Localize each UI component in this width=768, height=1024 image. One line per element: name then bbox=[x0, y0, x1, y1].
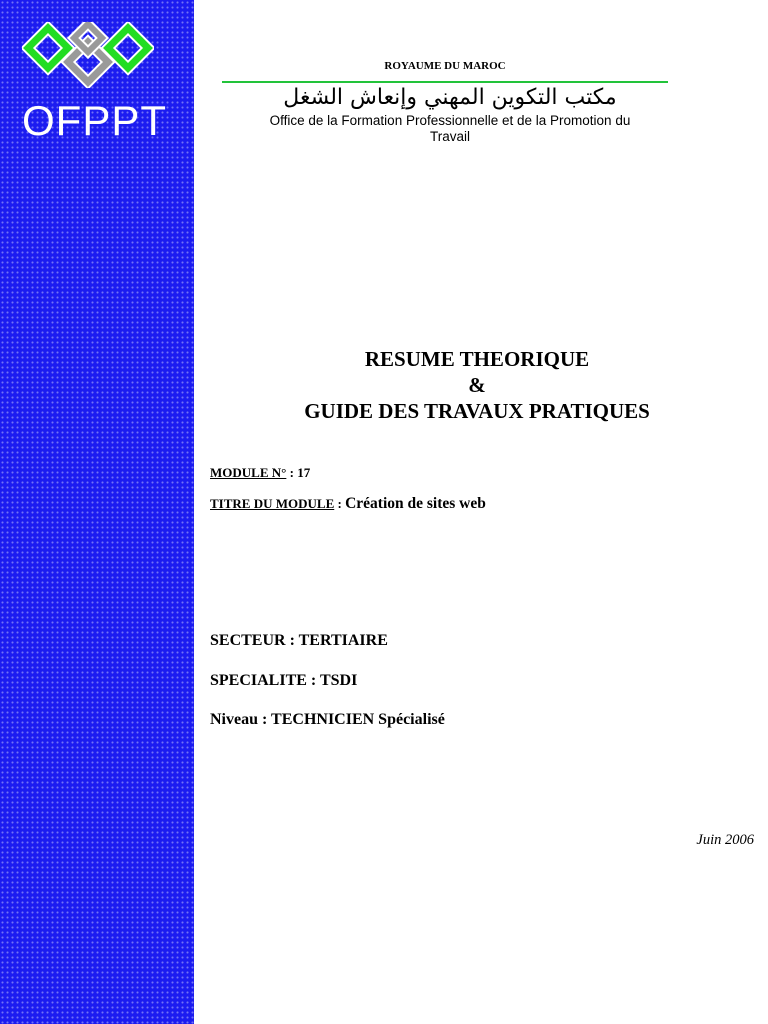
office-name-line1: Office de la Formation Professionnelle et de la Promotion du bbox=[269, 113, 631, 128]
blue-sidebar bbox=[0, 0, 194, 1024]
green-divider bbox=[222, 81, 668, 83]
module-number bbox=[210, 465, 310, 481]
office-name-line2: Travail bbox=[429, 129, 470, 144]
module-title bbox=[210, 495, 486, 513]
document-title bbox=[222, 346, 732, 424]
office-name bbox=[205, 113, 695, 145]
level-line: Niveau : TECHNICIEN Spécialisé bbox=[210, 711, 445, 728]
title-line-2: & bbox=[468, 373, 486, 397]
module-title-label: TITRE DU MODULE bbox=[210, 496, 335, 511]
speciality-line: SPECIALITE : TSDI bbox=[210, 672, 358, 689]
document-date: Juin 2006 bbox=[696, 832, 754, 848]
title-line-3: GUIDE DES TRAVAUX PRATIQUES bbox=[304, 399, 650, 423]
module-title-separator: : bbox=[334, 496, 346, 511]
ofppt-logo-icon bbox=[22, 22, 154, 88]
title-line-1: RESUME THEORIQUE bbox=[364, 347, 590, 371]
module-number-separator: : bbox=[286, 465, 298, 480]
module-number-value: 17 bbox=[297, 465, 311, 480]
module-title-value: Création de sites web bbox=[345, 495, 486, 512]
ofppt-logo-text: OFPPT bbox=[22, 97, 168, 144]
arabic-office-name: مكتب التكوين المهني وإنعاش الشغل bbox=[283, 85, 617, 110]
kingdom-heading: ROYAUME DU MAROC bbox=[384, 60, 506, 72]
module-number-label: MODULE N° bbox=[210, 465, 287, 480]
sector-line: SECTEUR : TERTIAIRE bbox=[210, 632, 388, 649]
